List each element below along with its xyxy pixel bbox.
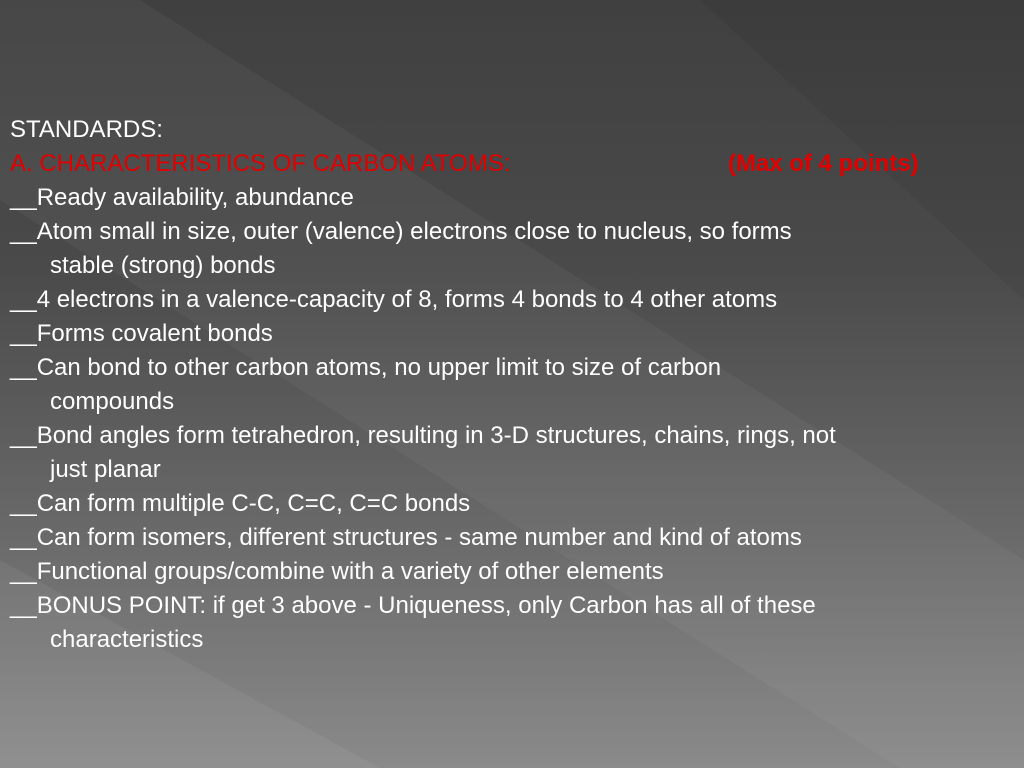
criteria-continuation: characteristics xyxy=(50,626,204,653)
criteria-item-4 xyxy=(10,317,1010,351)
criteria-continuation: stable (strong) bonds xyxy=(50,252,276,279)
criteria-item-3 xyxy=(10,283,1010,317)
max-points-note: (Max of 4 points) xyxy=(728,150,919,177)
criteria-continuation: just planar xyxy=(50,456,161,483)
criteria-text: __4 electrons in a valence-capacity of 8, forms 4 bonds to 4 other atoms xyxy=(10,286,778,313)
criteria-item-5 xyxy=(10,351,1010,419)
criteria-text: __BONUS POINT: if get 3 above - Uniqueness, only Carbon has all of these xyxy=(10,592,816,619)
criteria-text: __Can bond to other carbon atoms, no upper limit to size of carbon xyxy=(10,354,722,381)
criteria-text: __Bond angles form tetrahedron, resulting in 3-D structures, chains, rings, not xyxy=(10,422,836,449)
criteria-item-7 xyxy=(10,487,1010,521)
criteria-continuation: compounds xyxy=(50,388,175,415)
criteria-item-9 xyxy=(10,555,1010,589)
criteria-text: __Atom small in size, outer (valence) electrons close to nucleus, so forms xyxy=(10,218,792,245)
criteria-text: __Functional groups/combine with a variety of other elements xyxy=(10,558,664,585)
section-heading: A. CHARACTERISTICS OF CARBON ATOMS: xyxy=(10,150,511,177)
criteria-text: __Can form isomers, different structures - same number and kind of atoms xyxy=(10,524,802,551)
criteria-item-1 xyxy=(10,181,1010,215)
slide-text-body xyxy=(10,113,1010,657)
section-heading-row xyxy=(10,147,1010,181)
criteria-text: __Ready availability, abundance xyxy=(10,184,354,211)
criteria-item-2 xyxy=(10,215,1010,283)
criteria-item-6 xyxy=(10,419,1010,487)
criteria-item-8 xyxy=(10,521,1010,555)
criteria-text: __Forms covalent bonds xyxy=(10,320,273,347)
criteria-text: __Can form multiple C-C, C=C, C=C bonds xyxy=(10,490,471,517)
criteria-item-10 xyxy=(10,589,1010,657)
standards-label: STANDARDS: xyxy=(10,116,163,143)
